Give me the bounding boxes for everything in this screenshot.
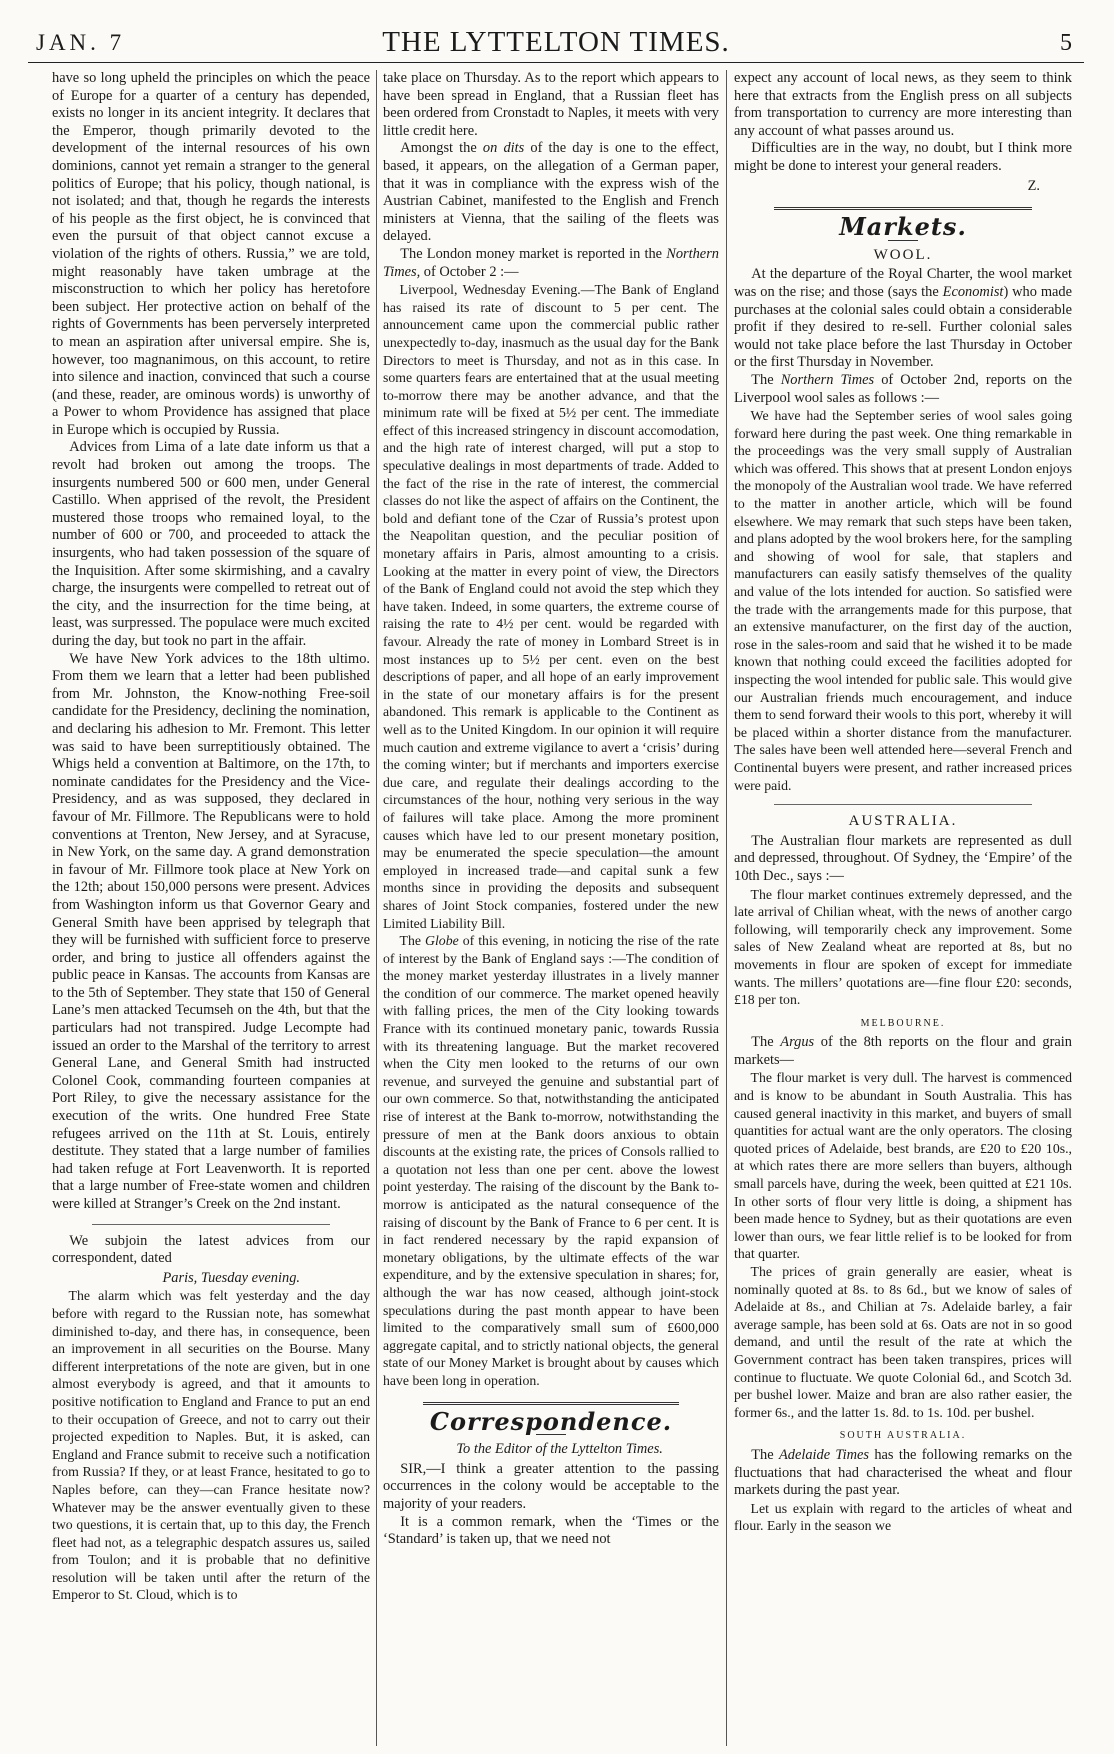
paragraph: It is a common remark, when the ‘Times or the ‘Standard’ is taken up, that we need not xyxy=(383,1513,719,1548)
divider xyxy=(774,804,1032,805)
melbourne-heading: MELBOURNE. xyxy=(860,1017,946,1029)
page-number: 5 xyxy=(1060,30,1072,56)
issue-date: JAN. 7 xyxy=(36,30,126,55)
paragraph: The flour market continues extremely depressed, and the late arrival of Chilian wheat, with the news of another cargo following, will temporarily check any improvement. Some sales of New Zealand wheat are reported at 8s, but no movements in flour are spoken of except for immediate wants. The millers’ quotations are—fine flour £20: seconds, £18 per ton. xyxy=(734,886,1072,1008)
column-2 xyxy=(383,70,719,1746)
signature: Z. xyxy=(1027,177,1040,194)
paragraph: The Globe of this evening, in noticing the rise of the rate of interest by the Bank of England says :—The condition of the money market yesterday illustrates in a lively manner the condition of our commerce. The market opened heavily with falling prices, the men of the City looking towards France with its continued monetary panic, towards Russia with its threatening language. But the market recovered when the City men looked to the returns of our own revenue, and surveyed the genuine and substantial part of our own commerce. So that, notwithstanding the anticipated rise of interest at the Bank to-morrow, notwithstanding the pressure of men at the Bank doors anxious to obtain discounts at the existing rate, the prices of Consols rallied to a quotation not less than one per cent. above the lowest point yesterday. The raising of the discount by the Bank to-morrow is anticipated as the natural consequence of the raising of discount by the Bank of France to 6 per cent. It is in fact rendered necessary by the rapid expansion of monetary obligations, by the ultimate effects of the war expenditure, and by the extensive speculation in shares; for, although the war has now ceased, although joint-stock speculations during the past month appear to have been limited to the comparatively small sum of £600,000 aggregate capital, and to strictly national objects, the general state of our Money Market is brought about by causes which have been long in operation. xyxy=(383,933,719,1388)
paragraph: The alarm which was felt yesterday and the day before with regard to the Russian note, has somewhat diminished to-day, and there has, in consequence, been an improvement in all securities on the Bourse. Many different interpretations of the note are given, but in one almost everybody is agreed, and that it amounts to positive notification to England and France to put an end to their occupation of Greece, and not to carry out their projected expedition to Naples. But, it is asked, can England and France submit to receive such a notification from Russia? If they, or at least France, hesitated to go to Naples before, can they—can France hesitate now? Whatever may be the answer eventually given to these two questions, it is certain that, up to this day, the French fleet had not, as a telegraphic despatch assures us, sailed from Toulon; and it is probable that no definitive resolution will be taken until after the return of the Emperor to St. Cloud, which is to xyxy=(52,1288,370,1603)
masthead-rule xyxy=(28,62,1084,63)
paragraph: have so long upheld the principles on which the peace of Europe for a quarter of a century has depended, exists no longer in its ancient integrity. It declares that the Emperor, though primarily devoted to the development of the internal resources of his own dominions, cannot yet remain a stranger to the general politics of Europe; that his policy, though national, is not isolated; and that, though he regards the interests of his people as the first object, he is convinced that even the pursuit of that object cannot excuse a violation of the rights of others. Russia,” we are told, might reasonably have taken umbrage at the misconstruction to which her policy has heretofore been subject. Her protective action on behalf of the rights of Governments has been perversely interpreted to mean an aspiration after universal empire. She is, however, too magnanimous, on this account, to retire into silence and inaction, convinced that such a course (and these, reader, are ominous words) is unworthy of a Power to whom Providence has assigned that place in Europe which is occupied by Russia. xyxy=(52,70,370,438)
paragraph: At the departure of the Royal Charter, the wool market was on the rise; and those (says the Economist) who made purchases at the colonial sales could obtain a considerable profit if they desired to re-sell. Further colonial sales would not take place before the last Thursday in October or the first Thursday in November. xyxy=(734,266,1072,371)
paragraph: The flour market is very dull. The harvest is commenced and is know to be abundant in South Australia. This has caused general inactivity in this market, and buyers of small quantities for actual want are the only operators. The closing quoted prices of Adelaide, best brands, are £20 to £20 10s., at which rates there are more sellers than buyers, although small parcels have, during the week, been quitted at £21 10s. In other sorts of flour very little is doing, a shipment has been made hence to Sydney, but as their quotations are even lower than ours, we fear little relief is to be looked for from that quarter. xyxy=(734,1070,1072,1262)
australia-heading: AUSTRALIA. xyxy=(848,813,958,830)
paragraph: We have New York advices to the 18th ultimo. From them we learn that a letter had been published from Mr. Johnston, the Know-nothing Free-soil candidate for the Presidency, declining the nomination, and declaring his adhesion to Mr. Fremont. This letter was said to have been surreptitiously obtained. The Whigs held a convention at Baltimore, on the 17th, to nominate candidates for the Presidency and the Vice-Presidency, and as was supposed, they declared in favour of Mr. Fillmore. The Republicans were to hold conventions at Trenton, New Jersey, and at Syracuse, in New York, on the same day. A grand demonstration in favour of Mr. Fillmore took place at New York on the 12th; about 150,000 persons were present. Advices from Washington inform us that Governor Geary and General Smith have been apprised by telegraph that they will be furnished with sufficient force to preserve order, and bring to justice all offenders against the public peace in Kansas. The accounts from Kansas are to the 5th of September. They state that 150 of General Lane’s men attacked Tecumseh on the 4th, but that the particulars had not transpired. Judge Lecompte had issued an order to the Marshal of the territory to arrest General Lane, and General Smith had instructed Colonel Cook, commanding fourteen companies at Port Riley, to give the necessary assistance for the execution of the writs. One hundred Free State refugees arrived on the 11th at St. Louis, entirely destitute. They stated that a large number of families had taken refuge at Fort Leavenworth. It is reported that a large number of Free-state women and children were killed at Stranger’s Creek on the 2nd instant. xyxy=(52,650,370,1212)
paragraph: Amongst the on dits of the day is one to the effect, based, it appears, on the allegation of a German paper, that it was in compliance with the express wish of the Austrian Cabinet, manifested to the English and French ministers at Vienna, that the sailing of the fleets was delayed. xyxy=(383,140,719,245)
letter-address: To the Editor of the Lyttelton Times. xyxy=(456,1441,663,1458)
column-divider xyxy=(376,70,377,1746)
wool-heading: WOOL. xyxy=(873,246,933,263)
section-divider xyxy=(423,1402,679,1405)
paragraph: expect any account of local news, as they seem to think here that extracts from the English press on all subjects from transportation to currency are more interesting than any account of what passes around us. xyxy=(734,70,1072,139)
paragraph: The Australian flour markets are represented as dull and depressed, throughout. Of Sydney, the ‘Empire’ of the 10th Dec., says :— xyxy=(734,832,1072,884)
divider xyxy=(92,1224,330,1225)
paragraph: take place on Thursday. As to the report which appears to have been spread in England, that a Russian fleet has been ordered from Cronstadt to Naples, it meets with very little credit here. xyxy=(383,70,719,139)
paragraph: Let us explain with regard to the articles of wheat and flour. Early in the season we xyxy=(734,1500,1072,1534)
paragraph: The Northern Times of October 2nd, reports on the Liverpool wool sales as follows :— xyxy=(734,371,1072,406)
section-divider xyxy=(774,207,1032,210)
correspondence-heading: Correspondence. xyxy=(429,1406,673,1436)
dateline: Paris, Tuesday evening. xyxy=(162,1269,300,1286)
paragraph: Liverpool, Wednesday Evening.—The Bank of England has raised its rate of discount to 5 per cent. The announcement came upon the commercial public rather unexpectedly to-day, inasmuch as the usual day for the Bank Directors to meet is Thursday, and not as in this case. In some quarters fears are entertained that at the usual meeting to-morrow there may be another advance, and that the minimum rate will be fixed at 5½ per cent. The immediate effect of this increased stringency in discount accomodation, and the high rate of interest charged, will put a stop to speculative dealings in most departments of trade. Added to the fact of the rise in the rate of interest, the commercial classes do not like the aspect of affairs on the Continent, the bold and defiant tone of the Czar of Russia’s protest upon the Neapolitan question, and the peculiar position of monetary affairs in Paris, almost amounting to a crisis. Looking at the matter in every point of view, the Directors of the Bank of England could not avoid the step which they have taken. Indeed, in some quarters, the extreme course of raising the rate to 4½ per cent. would be regarded with favour. Already the rate of money in Lombard Street is in most instances up to 5½ per cent. even on the best descriptions of paper, and all hope of an early improvement in the state of our monetary affairs is for the present abandoned. This remark is applicable to the Continent as well as to the United Kingdom. In our opinion it will require much caution and extreme vigilance to avert a ‘crisis’ during the coming winter; but if merchants and importers exercise due care, and regulate their dealings according to the circumstances of the hour, nothing very serious in the way of failures will take place. Among the more prominent causes which have led to our present monetary position, may be enumerated the specie speculation—the amount employed in increased trade—and capital sunk a few months since in providing the deposits and subsequent shares of Joint Stock companies, fostered under the new Limited Liability Bill. xyxy=(383,282,719,931)
paragraph: The London money market is reported in the Northern Times, of October 2 :— xyxy=(383,245,719,280)
south-australia-heading: SOUTH AUSTRALIA. xyxy=(839,1430,967,1442)
column-1 xyxy=(52,70,370,1746)
paragraph: The Adelaide Times has the following remarks on the fluctuations that had characterised the wheat and flour markets during the past year. xyxy=(734,1446,1072,1499)
newspaper-title: THE LYTTELTON TIMES. xyxy=(382,26,730,58)
paragraph: Difficulties are in the way, no doubt, but I think more might be done to interest your general readers. xyxy=(734,140,1072,174)
masthead xyxy=(28,0,1084,58)
paragraph: Advices from Lima of a late date inform us that a revolt had broken out among the troops. The insurgents numbered 500 or 600 men, under General Castillo. When apprised of the revolt, the President mustered those troops who remained loyal, to the number of 600 or 700, and proceeded to attack the insurgents, who had taken possession of the square of the Inquisition. After some skirmishing, and a cavalry charge, the insurgents were compelled to retreat out of the city, and the insurrection for the time being, at least, was surpressed. The populace were much excited during the day, but took no part in the affair. xyxy=(52,439,370,649)
markets-heading: Markets. xyxy=(839,212,967,242)
column-divider xyxy=(726,70,727,1746)
paragraph: The prices of grain generally are easier, wheat is nominally quoted at 8s. to 8s 6d., but we know of sales of Adelaide at 8s., and Chilian at 7s. Adelaide barley, a fair average sample, has been sold at 6s. Oats are not in so good demand, and until the result of the rate at which the Government contract has been taken transpires, prices will continue to fluctuate. We quote Colonial 6d., and Scotch 3d. per bushel lower. Maize and bran are also rather easier, the former 6s., and the latter 1s. 8d. to 1s. 10d. per bushel. xyxy=(734,1264,1072,1420)
column-3 xyxy=(734,70,1072,1746)
paragraph: SIR,—I think a greater attention to the passing occurrences in the colony would be acceptable to the majority of your readers. xyxy=(383,1460,719,1512)
paragraph: We have had the September series of wool sales going forward here during the past week. One thing remarkable in the proceedings was the very small supply of Australian which was offered. This shows that at present London enjoys the monopoly of the Australian wool trade. We have referred to the matter in another article, which will be found elsewhere. We may remark that such steps have been taken, and plans adopted by the wool brokers here, for the sampling and showing of wool for sale, that staplers and manufacturers can easily satisfy themselves of the quality and value of the lots intended for auction. So satisfied were the trade with the arrangements made for this purpose, that an extensive manufacturer, on the first day of the auction, rose in the sales-room and said that he wished it to be made known that nothing could exceed the facilities adopted for inspecting the wool intended for public sale. This would give our Australian friends much encouragement, and induce them to send forward their wools to this port, whereby it will be placed within a shorter distance from the manufacturer. The sales have been well attended here—several French and Continental buyers were present, and rather increased prices were paid. xyxy=(734,408,1072,793)
paragraph: We subjoin the latest advices from our correspondent, dated xyxy=(52,1232,370,1267)
paragraph: The Argus of the 8th reports on the flour and grain markets— xyxy=(734,1034,1072,1068)
